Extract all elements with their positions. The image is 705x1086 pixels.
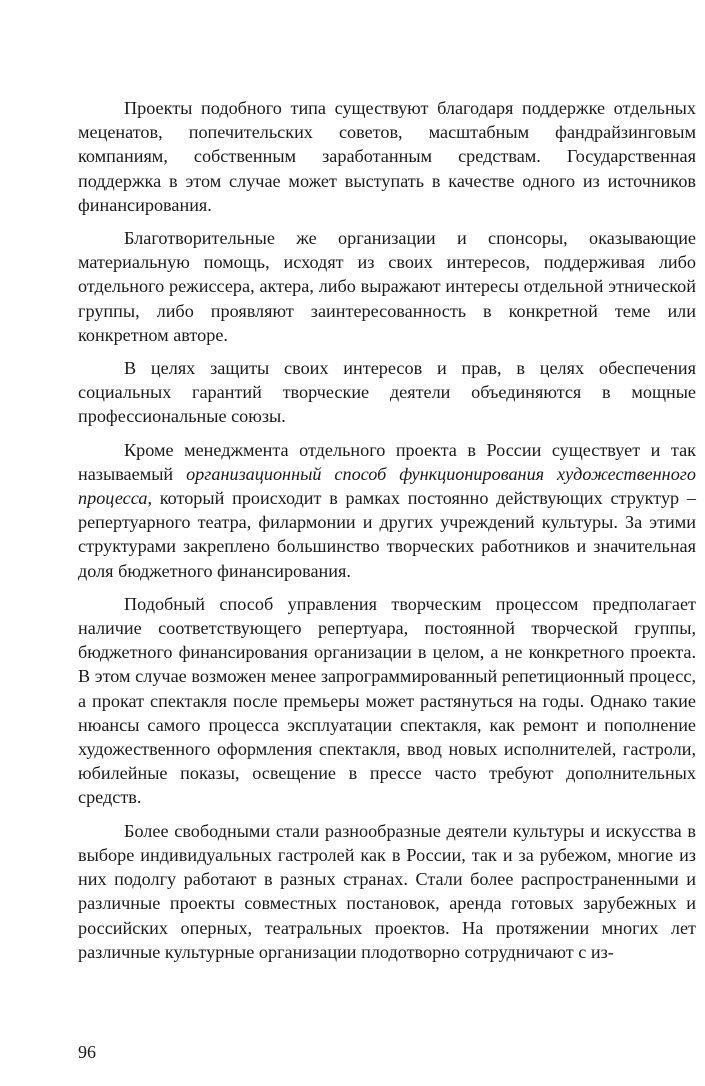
paragraph-text: Благотворительные же организации и спонсоры, оказывающие материальную помощь, исходят из своих интересов, поддерживая либо отдельного режиссера, актера, либо выражают интересы отдельной этнической группы, либо проявляют заинтересованность в конкретной теме или конкретном авторе. — [78, 228, 696, 345]
paragraph-repertoire-management — [78, 592, 696, 810]
italic-term: организационный способ функционирования художественного процесса — [78, 463, 696, 509]
paragraph-funding-sources — [78, 96, 696, 217]
page-number: 96 — [78, 1042, 96, 1062]
paragraph-charitable-organizations — [78, 226, 696, 347]
paragraph-text: Проекты подобного типа существуют благодаря поддержке отдельных меценатов, попечительских советов, масштабным фандрайзинговым компаниям, собственным заработанным средствам. Государственная поддержка в этом случае может выступать в качестве одного из источников финансирования. — [78, 98, 696, 215]
body-text — [78, 96, 696, 973]
paragraph-cultural-cooperation — [78, 819, 696, 964]
paragraph-text: В целях защиты своих интересов и прав, в целях обеспечения социальных гарантий творческие деятели объединяются в мощные профессиональные союзы. — [78, 358, 696, 427]
paragraph-text: , который происходит в рамках постоянно действующих структур – репертуарного театра, филармонии и других учреждений культуры. За этими структурами закреплено большинство творческих работников и значительная доля бюджетного финансирования. — [78, 488, 696, 581]
paragraph-text: Подобный способ управления творческим процессом предполагает наличие соответствующего репертуара, постоянной творческой группы, бюджетного финансирования организации в целом, а не конкретного проекта. В этом случае возможен менее запрограммированный репетиционный процесс, а прокат спектакля после премьеры может растянуться на годы. Однако такие нюансы самого процесса эксплуатации спектакля, как ремонт и пополнение художественного оформления спектакля, ввод новых исполнителей, гастроли, юбилейные показы, освещение в прессе часто требуют дополнительных средств. — [78, 593, 696, 808]
paragraph-organizational-method — [78, 438, 696, 583]
paragraph-text: Более свободными стали разнообразные деятели культуры и искусства в выборе индивидуальных гастролей как в России, так и за рубежом, многие из них подолгу работают в разных странах. Стали более распространенными и различные проекты совместных постановок, аренда готовых зарубежных и российских оперных, театральных проектов. На протяжении многих лет различные культурные организации плодотворно сотрудничают с из- — [78, 820, 696, 962]
paragraph-professional-unions — [78, 356, 696, 429]
paragraph-text: Кроме менеджмента отдельного проекта в России существует и так называемый — [78, 439, 696, 484]
